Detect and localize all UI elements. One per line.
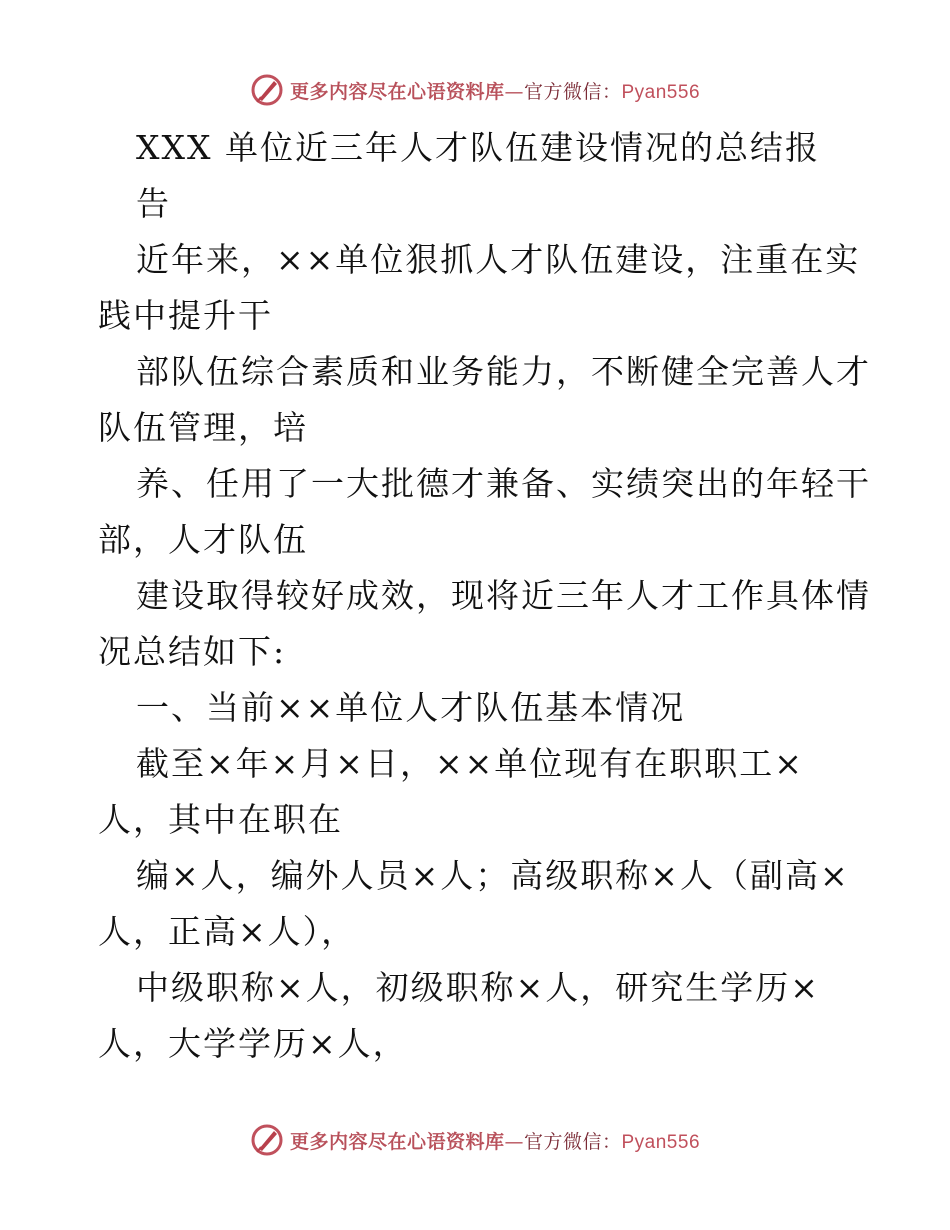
header-banner-wechat-id: Pyan556 (621, 81, 701, 103)
doc-title-line-2: 告 (136, 184, 171, 223)
doc-text-line: 践中提升干 (98, 296, 273, 335)
quill-pen-logo-icon (250, 73, 284, 107)
footer-banner-main: 更多内容尽在心语资料库 (289, 1130, 505, 1153)
doc-text-line: 截至×年×月×日，××单位现有在职职工× (136, 744, 804, 783)
footer-banner-wechat-label: 官方微信： (523, 1130, 622, 1153)
header-banner-wechat-label: 官方微信： (523, 80, 622, 103)
header-banner (0, 70, 950, 110)
footer-banner-separator: — (504, 1130, 524, 1153)
doc-text-line: 近年来，××单位狠抓人才队伍建设，注重在实 (136, 240, 861, 279)
doc-text-line: 中级职称×人，初级职称×人，研究生学历× (136, 968, 820, 1007)
doc-text-line: 况总结如下: (98, 632, 287, 671)
doc-text-line: 部，人才队伍 (98, 520, 308, 559)
doc-text-line: 部队伍综合素质和业务能力，不断健全完善人才 (136, 352, 871, 391)
header-banner-main: 更多内容尽在心语资料库 (289, 80, 505, 103)
doc-text-line: 人，其中在职在 (98, 800, 343, 839)
doc-title-line-1: XXX 单位近三年人才队伍建设情况的总结报 (136, 128, 820, 167)
quill-pen-logo-icon (250, 1123, 284, 1157)
doc-text-line: 队伍管理，培 (98, 408, 308, 447)
doc-text-line: 编×人，编外人员×人；高级职称×人（副高× (136, 856, 850, 895)
doc-text-line: 建设取得较好成效，现将近三年人才工作具体情 (136, 576, 871, 615)
section-heading: 一、当前××单位人才队伍基本情况 (136, 688, 686, 727)
header-banner-separator: — (504, 80, 524, 103)
footer-banner-text (290, 1127, 700, 1154)
document-body (98, 120, 871, 1072)
footer-banner (0, 1120, 950, 1160)
header-banner-text (290, 77, 700, 104)
doc-text-line: 人，大学学历×人， (98, 1024, 408, 1063)
doc-text-line: 人，正高×人）， (98, 912, 357, 951)
footer-banner-wechat-id: Pyan556 (621, 1131, 701, 1153)
doc-text-line: 养、任用了一大批德才兼备、实绩突出的年轻干 (136, 464, 871, 503)
